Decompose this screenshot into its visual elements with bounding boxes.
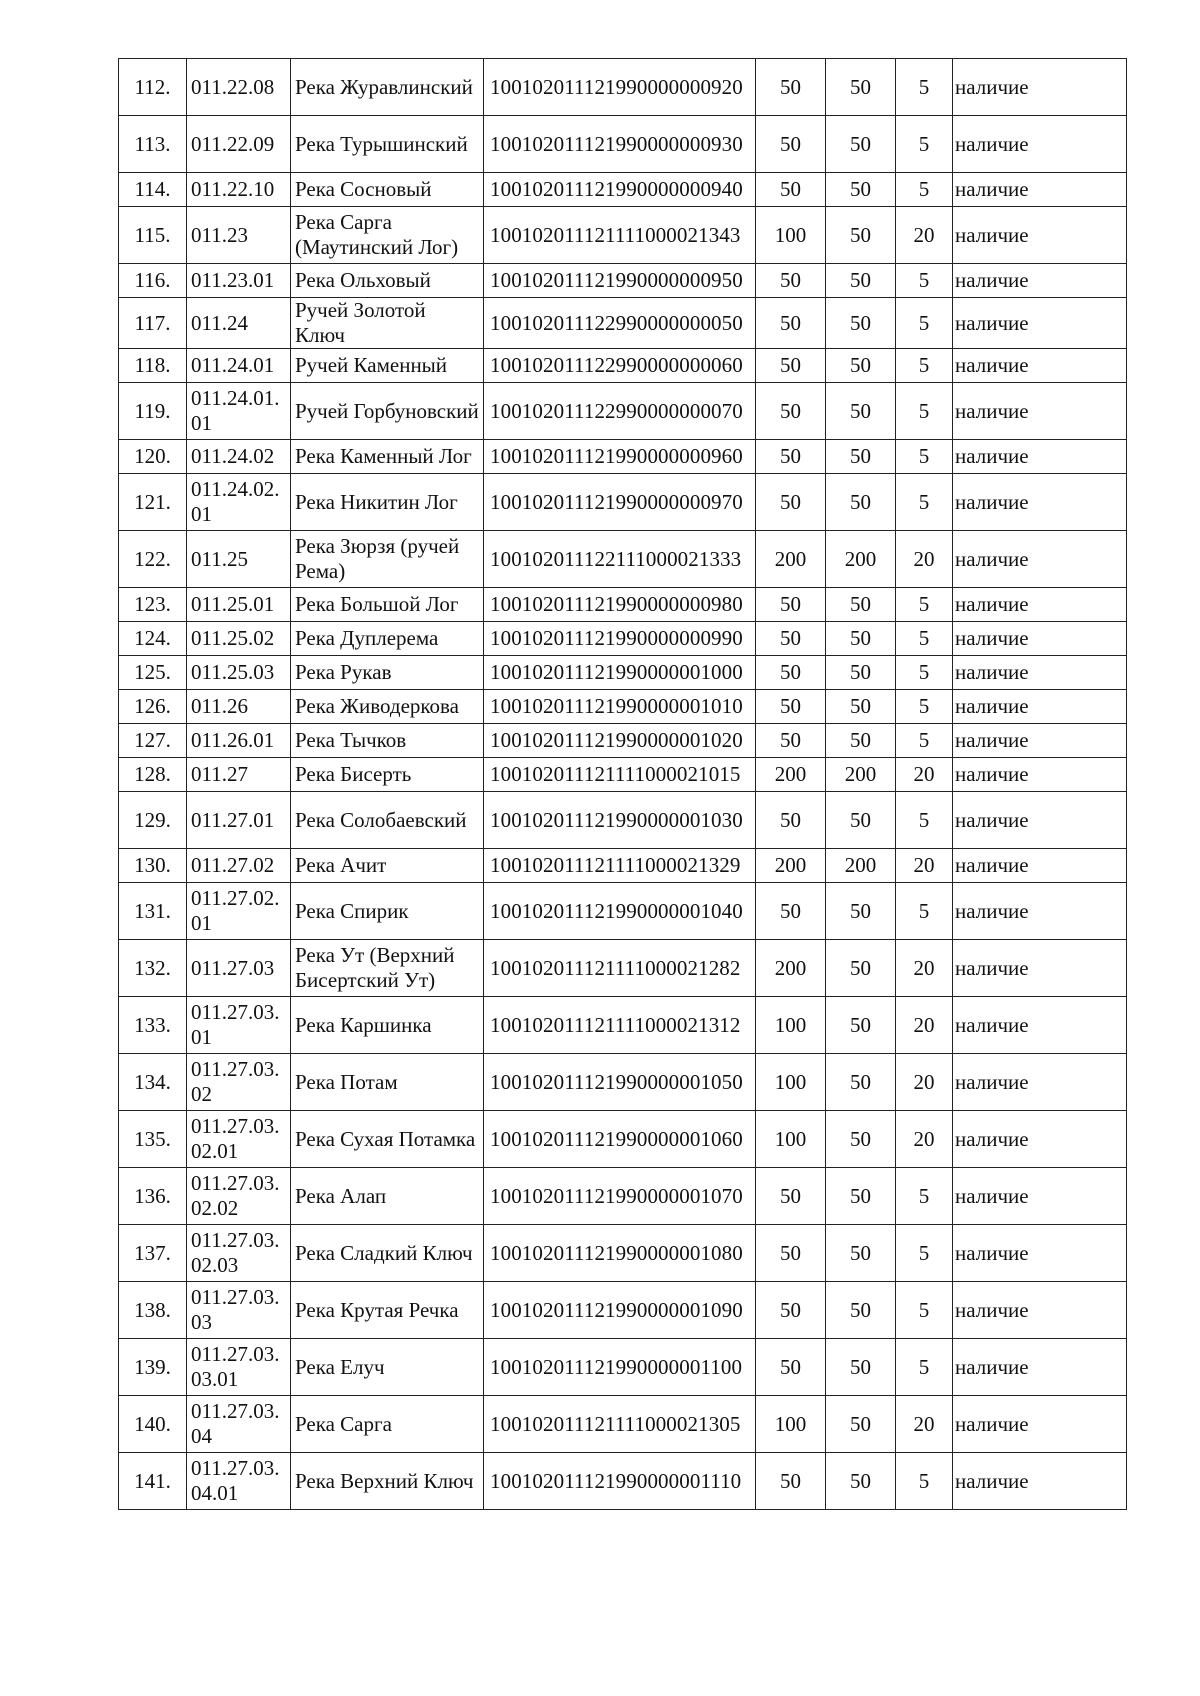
river-name: Река Верхний Ключ xyxy=(291,1453,484,1510)
row-number: 133. xyxy=(119,997,187,1054)
value-c: 5 xyxy=(896,724,953,758)
value-c: 5 xyxy=(896,264,953,298)
registry-id: 100102011121990000001010 xyxy=(484,690,756,724)
river-name: Река Бисерть xyxy=(291,758,484,792)
availability-status: наличие xyxy=(953,531,1127,588)
value-a: 50 xyxy=(756,264,826,298)
value-c: 5 xyxy=(896,440,953,474)
table-row xyxy=(119,1339,1127,1396)
registry-id: 100102011121990000001070 xyxy=(484,1168,756,1225)
river-name: Река Большой Лог xyxy=(291,588,484,622)
value-c: 5 xyxy=(896,1282,953,1339)
availability-status: наличие xyxy=(953,622,1127,656)
value-c: 20 xyxy=(896,531,953,588)
row-code: 011.27.03. 01 xyxy=(187,997,291,1054)
value-b: 50 xyxy=(826,59,896,116)
value-b: 50 xyxy=(826,440,896,474)
value-b: 50 xyxy=(826,690,896,724)
row-code: 011.25.01 xyxy=(187,588,291,622)
registry-id: 100102011121111000021015 xyxy=(484,758,756,792)
registry-id: 100102011121990000000920 xyxy=(484,59,756,116)
table-body xyxy=(119,59,1127,1510)
table-row xyxy=(119,1396,1127,1453)
table-row xyxy=(119,792,1127,849)
river-name: Река Дуплерема xyxy=(291,622,484,656)
row-code: 011.24.02 xyxy=(187,440,291,474)
table-row xyxy=(119,116,1127,173)
registry-id: 100102011121990000001080 xyxy=(484,1225,756,1282)
value-c: 5 xyxy=(896,349,953,383)
value-c: 5 xyxy=(896,1225,953,1282)
value-b: 50 xyxy=(826,883,896,940)
river-name: Река Сладкий Ключ xyxy=(291,1225,484,1282)
row-code: 011.23.01 xyxy=(187,264,291,298)
table-row xyxy=(119,440,1127,474)
river-name: Ручей Каменный xyxy=(291,349,484,383)
row-code: 011.27.03. 04.01 xyxy=(187,1453,291,1510)
registry-id: 100102011121990000001040 xyxy=(484,883,756,940)
row-code: 011.27 xyxy=(187,758,291,792)
river-name: Река Солобаевский xyxy=(291,792,484,849)
value-a: 50 xyxy=(756,474,826,531)
row-code: 011.27.03 xyxy=(187,940,291,997)
row-number: 117. xyxy=(119,298,187,349)
value-a: 50 xyxy=(756,656,826,690)
value-b: 50 xyxy=(826,173,896,207)
river-name: Река Сарга xyxy=(291,1396,484,1453)
availability-status: наличие xyxy=(953,264,1127,298)
row-number: 123. xyxy=(119,588,187,622)
row-number: 129. xyxy=(119,792,187,849)
value-a: 200 xyxy=(756,758,826,792)
value-c: 5 xyxy=(896,792,953,849)
availability-status: наличие xyxy=(953,173,1127,207)
registry-id: 100102011121990000001060 xyxy=(484,1111,756,1168)
value-c: 20 xyxy=(896,997,953,1054)
availability-status: наличие xyxy=(953,474,1127,531)
availability-status: наличие xyxy=(953,207,1127,264)
river-name: Река Потам xyxy=(291,1054,484,1111)
row-number: 125. xyxy=(119,656,187,690)
row-code: 011.27.03. 02.03 xyxy=(187,1225,291,1282)
river-name: Река Рукав xyxy=(291,656,484,690)
value-a: 50 xyxy=(756,116,826,173)
river-name: Река Ачит xyxy=(291,849,484,883)
availability-status: наличие xyxy=(953,1225,1127,1282)
value-c: 5 xyxy=(896,588,953,622)
value-a: 100 xyxy=(756,997,826,1054)
value-c: 5 xyxy=(896,656,953,690)
table-row xyxy=(119,940,1127,997)
registry-id: 100102011121111000021282 xyxy=(484,940,756,997)
availability-status: наличие xyxy=(953,1339,1127,1396)
row-number: 114. xyxy=(119,173,187,207)
row-number: 137. xyxy=(119,1225,187,1282)
value-a: 50 xyxy=(756,349,826,383)
value-c: 20 xyxy=(896,1396,953,1453)
row-number: 136. xyxy=(119,1168,187,1225)
value-b: 50 xyxy=(826,1282,896,1339)
value-b: 50 xyxy=(826,1111,896,1168)
table-row xyxy=(119,349,1127,383)
value-b: 50 xyxy=(826,264,896,298)
table-row xyxy=(119,1111,1127,1168)
table-row xyxy=(119,207,1127,264)
row-code: 011.27.02 xyxy=(187,849,291,883)
document-page xyxy=(118,58,1126,1510)
registry-id: 100102011122990000000070 xyxy=(484,383,756,440)
value-b: 50 xyxy=(826,792,896,849)
availability-status: наличие xyxy=(953,849,1127,883)
registry-id: 100102011121990000000970 xyxy=(484,474,756,531)
table-row xyxy=(119,1282,1127,1339)
river-name: Река Сарга (Маутинский Лог) xyxy=(291,207,484,264)
value-c: 5 xyxy=(896,59,953,116)
value-c: 20 xyxy=(896,940,953,997)
availability-status: наличие xyxy=(953,116,1127,173)
registry-id: 100102011121111000021343 xyxy=(484,207,756,264)
availability-status: наличие xyxy=(953,588,1127,622)
value-c: 5 xyxy=(896,298,953,349)
registry-id: 100102011121990000001030 xyxy=(484,792,756,849)
registry-id: 100102011121990000000980 xyxy=(484,588,756,622)
registry-id: 100102011121111000021305 xyxy=(484,1396,756,1453)
row-number: 118. xyxy=(119,349,187,383)
availability-status: наличие xyxy=(953,997,1127,1054)
value-b: 200 xyxy=(826,758,896,792)
value-b: 50 xyxy=(826,298,896,349)
availability-status: наличие xyxy=(953,59,1127,116)
availability-status: наличие xyxy=(953,792,1127,849)
value-b: 50 xyxy=(826,1054,896,1111)
table-row xyxy=(119,298,1127,349)
registry-id: 100102011121990000001000 xyxy=(484,656,756,690)
river-name: Река Алап xyxy=(291,1168,484,1225)
value-a: 100 xyxy=(756,1396,826,1453)
availability-status: наличие xyxy=(953,690,1127,724)
table-row xyxy=(119,474,1127,531)
value-b: 50 xyxy=(826,349,896,383)
river-name: Река Журавлинский xyxy=(291,59,484,116)
value-b: 50 xyxy=(826,1168,896,1225)
value-b: 200 xyxy=(826,531,896,588)
river-name: Река Зюрзя (ручей Рема) xyxy=(291,531,484,588)
value-b: 50 xyxy=(826,1339,896,1396)
row-code: 011.26.01 xyxy=(187,724,291,758)
value-c: 20 xyxy=(896,1054,953,1111)
value-c: 5 xyxy=(896,383,953,440)
table-row xyxy=(119,531,1127,588)
river-name: Река Елуч xyxy=(291,1339,484,1396)
river-name: Река Турышинский xyxy=(291,116,484,173)
value-a: 50 xyxy=(756,173,826,207)
value-c: 5 xyxy=(896,1168,953,1225)
value-b: 50 xyxy=(826,1453,896,1510)
value-a: 50 xyxy=(756,1339,826,1396)
value-b: 50 xyxy=(826,588,896,622)
availability-status: наличие xyxy=(953,1054,1127,1111)
value-b: 50 xyxy=(826,207,896,264)
registry-id: 100102011121990000000930 xyxy=(484,116,756,173)
row-code: 011.25.03 xyxy=(187,656,291,690)
row-code: 011.27.03. 03 xyxy=(187,1282,291,1339)
availability-status: наличие xyxy=(953,349,1127,383)
value-c: 20 xyxy=(896,1111,953,1168)
river-name: Ручей Горбуновский xyxy=(291,383,484,440)
value-c: 5 xyxy=(896,116,953,173)
value-a: 50 xyxy=(756,1282,826,1339)
registry-id: 100102011121990000000940 xyxy=(484,173,756,207)
value-a: 50 xyxy=(756,690,826,724)
registry-id: 100102011122111000021333 xyxy=(484,531,756,588)
availability-status: наличие xyxy=(953,298,1127,349)
registry-id: 100102011122990000000060 xyxy=(484,349,756,383)
availability-status: наличие xyxy=(953,883,1127,940)
row-number: 112. xyxy=(119,59,187,116)
value-a: 50 xyxy=(756,622,826,656)
registry-id: 100102011121990000001020 xyxy=(484,724,756,758)
river-name: Река Ольховый xyxy=(291,264,484,298)
registry-id: 100102011121990000001110 xyxy=(484,1453,756,1510)
table-row xyxy=(119,1168,1127,1225)
river-name: Река Тычков xyxy=(291,724,484,758)
availability-status: наличие xyxy=(953,1282,1127,1339)
table-row xyxy=(119,1453,1127,1510)
table-row xyxy=(119,383,1127,440)
row-code: 011.27.03. 02.02 xyxy=(187,1168,291,1225)
row-code: 011.24.01 xyxy=(187,349,291,383)
row-code: 011.24.01. 01 xyxy=(187,383,291,440)
availability-status: наличие xyxy=(953,1168,1127,1225)
value-c: 20 xyxy=(896,849,953,883)
row-code: 011.27.03. 02 xyxy=(187,1054,291,1111)
table-row xyxy=(119,997,1127,1054)
value-a: 50 xyxy=(756,883,826,940)
row-code: 011.27.02. 01 xyxy=(187,883,291,940)
table-row xyxy=(119,59,1127,116)
row-code: 011.25 xyxy=(187,531,291,588)
value-c: 5 xyxy=(896,1339,953,1396)
row-code: 011.23 xyxy=(187,207,291,264)
value-c: 5 xyxy=(896,690,953,724)
table-row xyxy=(119,849,1127,883)
value-a: 50 xyxy=(756,1225,826,1282)
river-name: Ручей Золотой Ключ xyxy=(291,298,484,349)
row-code: 011.27.03. 03.01 xyxy=(187,1339,291,1396)
value-b: 50 xyxy=(826,724,896,758)
river-name: Река Каменный Лог xyxy=(291,440,484,474)
value-b: 50 xyxy=(826,622,896,656)
row-number: 130. xyxy=(119,849,187,883)
row-number: 141. xyxy=(119,1453,187,1510)
row-code: 011.24.02. 01 xyxy=(187,474,291,531)
value-b: 50 xyxy=(826,656,896,690)
value-a: 50 xyxy=(756,1168,826,1225)
value-b: 50 xyxy=(826,474,896,531)
value-b: 50 xyxy=(826,383,896,440)
table-row xyxy=(119,1225,1127,1282)
row-code: 011.27.03. 02.01 xyxy=(187,1111,291,1168)
row-number: 121. xyxy=(119,474,187,531)
value-a: 200 xyxy=(756,531,826,588)
river-name: Река Каршинка xyxy=(291,997,484,1054)
river-name: Река Сухая Потамка xyxy=(291,1111,484,1168)
value-a: 50 xyxy=(756,59,826,116)
row-number: 132. xyxy=(119,940,187,997)
table-row xyxy=(119,1054,1127,1111)
value-a: 50 xyxy=(756,724,826,758)
row-number: 128. xyxy=(119,758,187,792)
value-a: 50 xyxy=(756,588,826,622)
value-c: 5 xyxy=(896,622,953,656)
value-a: 50 xyxy=(756,440,826,474)
registry-id: 100102011121990000001090 xyxy=(484,1282,756,1339)
registry-id: 100102011121990000000950 xyxy=(484,264,756,298)
value-a: 200 xyxy=(756,849,826,883)
value-c: 5 xyxy=(896,173,953,207)
availability-status: наличие xyxy=(953,758,1127,792)
value-c: 5 xyxy=(896,883,953,940)
table-row xyxy=(119,264,1127,298)
row-code: 011.26 xyxy=(187,690,291,724)
row-number: 134. xyxy=(119,1054,187,1111)
table-row xyxy=(119,724,1127,758)
table-row xyxy=(119,622,1127,656)
registry-id: 100102011122990000000050 xyxy=(484,298,756,349)
value-c: 5 xyxy=(896,474,953,531)
availability-status: наличие xyxy=(953,1111,1127,1168)
row-code: 011.27.01 xyxy=(187,792,291,849)
value-a: 100 xyxy=(756,1054,826,1111)
row-number: 131. xyxy=(119,883,187,940)
value-c: 5 xyxy=(896,1453,953,1510)
table-row xyxy=(119,758,1127,792)
table-row xyxy=(119,656,1127,690)
river-name: Река Крутая Речка xyxy=(291,1282,484,1339)
value-b: 50 xyxy=(826,116,896,173)
value-b: 50 xyxy=(826,997,896,1054)
availability-status: наличие xyxy=(953,1396,1127,1453)
row-number: 115. xyxy=(119,207,187,264)
row-number: 124. xyxy=(119,622,187,656)
registry-id: 100102011121990000001050 xyxy=(484,1054,756,1111)
row-number: 138. xyxy=(119,1282,187,1339)
value-a: 50 xyxy=(756,298,826,349)
registry-id: 100102011121990000000960 xyxy=(484,440,756,474)
value-a: 100 xyxy=(756,207,826,264)
availability-status: наличие xyxy=(953,383,1127,440)
availability-status: наличие xyxy=(953,656,1127,690)
availability-status: наличие xyxy=(953,724,1127,758)
row-code: 011.27.03. 04 xyxy=(187,1396,291,1453)
value-a: 50 xyxy=(756,383,826,440)
table-row xyxy=(119,883,1127,940)
row-code: 011.24 xyxy=(187,298,291,349)
availability-status: наличие xyxy=(953,440,1127,474)
river-name: Река Сосновый xyxy=(291,173,484,207)
value-b: 200 xyxy=(826,849,896,883)
table-row xyxy=(119,588,1127,622)
value-a: 50 xyxy=(756,792,826,849)
row-code: 011.25.02 xyxy=(187,622,291,656)
river-name: Река Ут (Верхний Бисертский Ут) xyxy=(291,940,484,997)
value-a: 200 xyxy=(756,940,826,997)
availability-status: наличие xyxy=(953,1453,1127,1510)
row-code: 011.22.08 xyxy=(187,59,291,116)
registry-id: 100102011121990000000990 xyxy=(484,622,756,656)
row-number: 119. xyxy=(119,383,187,440)
row-number: 122. xyxy=(119,531,187,588)
water-objects-table xyxy=(118,58,1127,1510)
row-number: 120. xyxy=(119,440,187,474)
row-number: 116. xyxy=(119,264,187,298)
registry-id: 100102011121111000021312 xyxy=(484,997,756,1054)
table-row xyxy=(119,173,1127,207)
row-number: 139. xyxy=(119,1339,187,1396)
river-name: Река Живодеркова xyxy=(291,690,484,724)
registry-id: 100102011121990000001100 xyxy=(484,1339,756,1396)
row-number: 135. xyxy=(119,1111,187,1168)
availability-status: наличие xyxy=(953,940,1127,997)
value-b: 50 xyxy=(826,1225,896,1282)
row-number: 127. xyxy=(119,724,187,758)
row-number: 126. xyxy=(119,690,187,724)
value-c: 20 xyxy=(896,758,953,792)
value-a: 100 xyxy=(756,1111,826,1168)
value-b: 50 xyxy=(826,940,896,997)
row-number: 140. xyxy=(119,1396,187,1453)
river-name: Река Спирик xyxy=(291,883,484,940)
table-row xyxy=(119,690,1127,724)
row-code: 011.22.10 xyxy=(187,173,291,207)
river-name: Река Никитин Лог xyxy=(291,474,484,531)
value-a: 50 xyxy=(756,1453,826,1510)
value-b: 50 xyxy=(826,1396,896,1453)
registry-id: 100102011121111000021329 xyxy=(484,849,756,883)
row-code: 011.22.09 xyxy=(187,116,291,173)
value-c: 20 xyxy=(896,207,953,264)
row-number: 113. xyxy=(119,116,187,173)
